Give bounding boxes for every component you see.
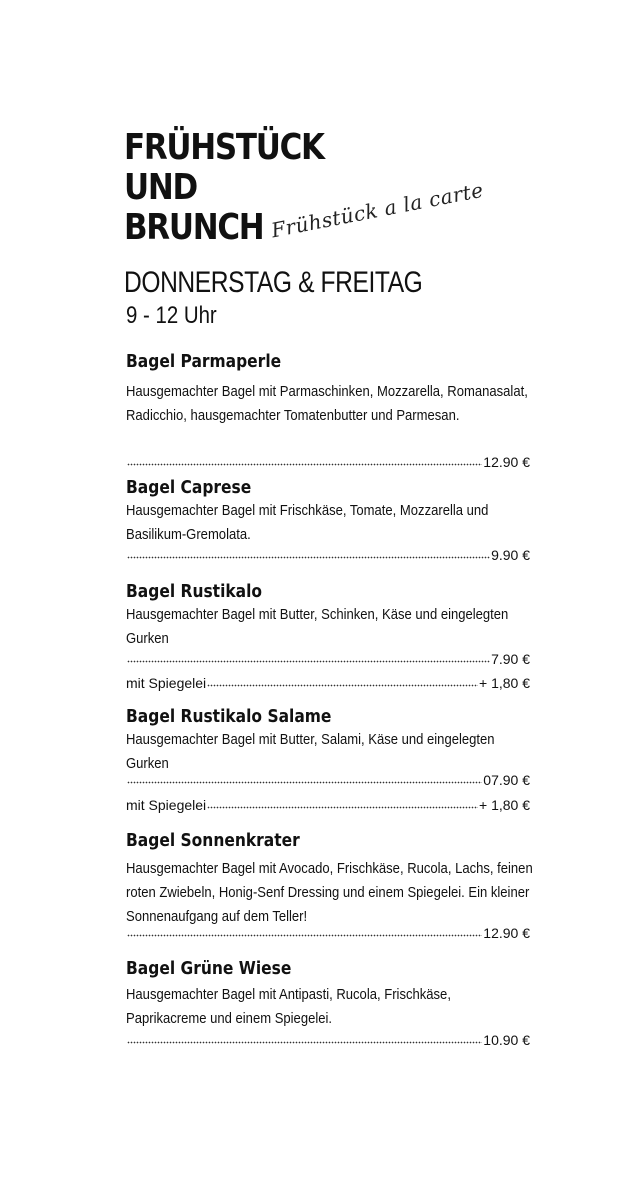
price-line xyxy=(126,921,530,941)
dot-leader xyxy=(207,683,478,687)
dot-leader xyxy=(127,659,490,663)
price-value: 9.90 € xyxy=(491,547,530,563)
menu-item-bagel-parmaperle xyxy=(126,350,536,428)
dot-leader xyxy=(127,780,482,784)
price-line xyxy=(126,1028,530,1048)
price-value: + 1,80 € xyxy=(479,797,530,813)
price-line xyxy=(126,768,530,788)
item-description: Hausgemachter Bagel mit Parmaschinken, Mozzarella, Romanasalat, Radicchio, hausgemachter Tomatenbutter und Parmesan. xyxy=(126,383,528,424)
menu-item-bagel-rustikalo-salame xyxy=(126,705,536,776)
script-subtitle: Frühstück a la carte xyxy=(269,177,486,243)
menu-item-bagel-rustikalo xyxy=(126,580,536,651)
dot-leader xyxy=(127,462,482,466)
item-name: Bagel Rustikalo Salame xyxy=(126,706,332,727)
item-name: Bagel Parmaperle xyxy=(126,351,282,372)
dot-leader xyxy=(207,805,478,809)
price-value: + 1,80 € xyxy=(479,675,530,691)
price-value: 12.90 € xyxy=(483,454,530,470)
dot-leader xyxy=(127,555,490,559)
menu-title-line-2: UND xyxy=(124,167,197,208)
opening-hours: 9 - 12 Uhr xyxy=(126,302,217,329)
item-name: Bagel Grüne Wiese xyxy=(126,958,292,979)
menu-title-line-1: FRÜHSTÜCK xyxy=(124,127,324,168)
dot-leader xyxy=(127,933,482,937)
price-value: 7.90 € xyxy=(491,651,530,667)
item-name: Bagel Caprese xyxy=(126,477,252,498)
item-name: Bagel Rustikalo xyxy=(126,581,263,602)
days-heading: DONNERSTAG & FREITAG xyxy=(124,266,423,299)
item-description: Hausgemachter Bagel mit Antipasti, Rucola, Frischkäse, Paprikacreme und einem Spiegelei. xyxy=(126,986,451,1027)
price-line xyxy=(126,647,530,667)
price-line-extra xyxy=(126,793,530,813)
price-label: mit Spiegelei xyxy=(126,797,207,813)
price-line xyxy=(126,543,530,563)
price-line xyxy=(126,450,530,470)
price-label: mit Spiegelei xyxy=(126,675,207,691)
price-value: 07.90 € xyxy=(483,772,530,788)
item-name: Bagel Sonnenkrater xyxy=(126,830,300,851)
price-value: 10.90 € xyxy=(483,1032,530,1048)
item-description: Hausgemachter Bagel mit Butter, Schinken, Käse und eingelegten Gurken xyxy=(126,606,509,647)
menu-item-bagel-gruene-wiese xyxy=(126,957,536,1031)
menu-item-bagel-caprese xyxy=(126,476,536,547)
item-description: Hausgemachter Bagel mit Frischkäse, Tomate, Mozzarella und Basilikum-Gremolata. xyxy=(126,502,489,543)
menu-title-line-3: BRUNCH xyxy=(124,207,264,248)
dot-leader xyxy=(127,1040,482,1044)
item-description: Hausgemachter Bagel mit Butter, Salami, Käse und eingelegten Gurken xyxy=(126,731,495,772)
menu-item-bagel-sonnenkrater xyxy=(126,829,536,929)
price-value: 12.90 € xyxy=(483,925,530,941)
price-line-extra xyxy=(126,671,530,691)
item-description: Hausgemachter Bagel mit Avocado, Frischkäse, Rucola, Lachs, feinen roten Zwiebeln, Honig-Senf Dressing und einem Spiegelei. Ein kleiner Sonnenaufgang auf dem Teller! xyxy=(126,860,533,925)
